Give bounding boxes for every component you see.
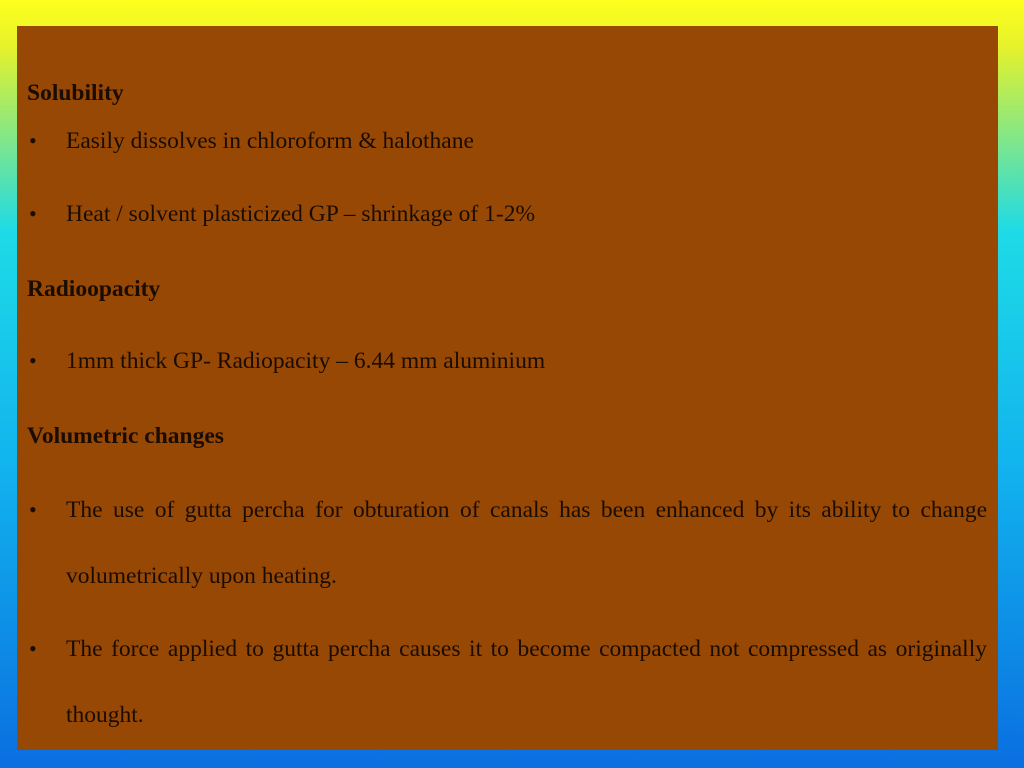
bullet-text: Easily dissolves in chloroform & halothane <box>66 128 474 154</box>
bullet-text: Heat / solvent plasticized GP – shrinkage of 1-2% <box>66 201 536 227</box>
bullet-text: The use of gutta percha for obturation of canals has been enhanced by its ability to change volumetrically upon heating. <box>66 497 987 589</box>
bullet-icon: • <box>29 497 37 522</box>
bullet-icon: • <box>29 128 37 153</box>
bullet-icon: • <box>29 201 37 226</box>
heading-radioopacity: Radioopacity <box>27 276 161 302</box>
slide-content-panel <box>17 26 998 750</box>
heading-solubility: Solubility <box>27 80 124 106</box>
bullet-text: 1mm thick GP- Radiopacity – 6.44 mm aluminium <box>66 348 546 374</box>
bullet-text: The force applied to gutta percha causes it to become compacted not compressed as originally thought. <box>66 636 987 728</box>
bullet-icon: • <box>29 636 37 661</box>
bullet-icon: • <box>29 348 37 373</box>
heading-volumetric-changes: Volumetric changes <box>27 423 224 449</box>
